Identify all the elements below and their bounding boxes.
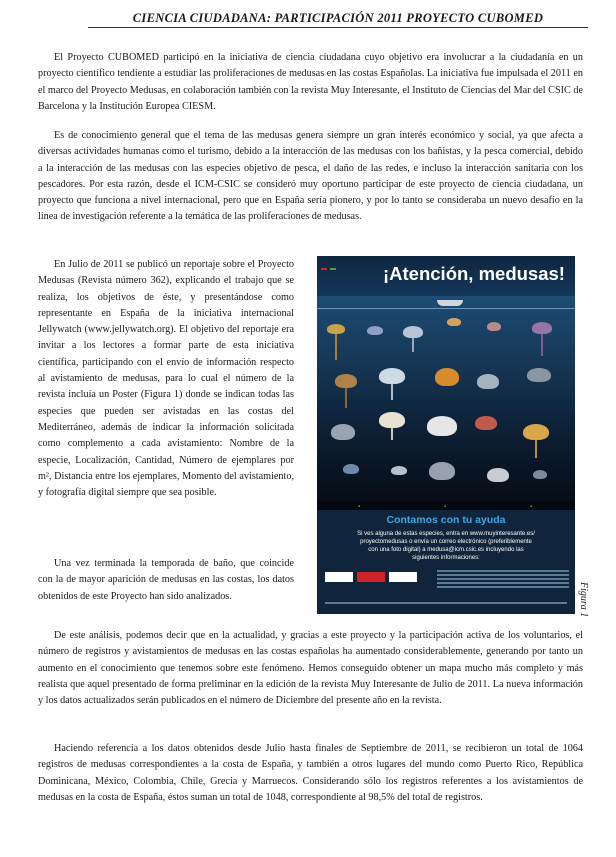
jellyfish-icon [487,322,501,331]
fine-print [437,574,569,576]
jellyfish-icon [331,424,355,440]
poster-title: ¡Atención, medusas! [383,263,565,284]
fine-print [437,570,569,572]
jellyfish-icon [367,326,383,335]
poster-legend [317,501,575,510]
water-surface [317,308,575,309]
logo-icon [357,572,385,582]
jellyfish-icon [435,368,459,386]
jellyfish-icon [523,424,549,440]
legend-dot [444,504,448,508]
poster-text-line: Si ves alguna de estas especies, entra en www.muyinteresante.es/ [357,531,535,537]
poster-tag-green [330,268,336,270]
jellyfish-icon [533,470,547,479]
jellyfish-icon [527,368,551,382]
tentacle-icon [391,384,393,400]
jellyfish-icon [475,416,497,430]
jellyfish-icon [403,326,423,338]
jellyfish-icon [532,322,552,334]
paragraph-analysis: De este análisis, podemos decir que en la actualidad, y gracias a este proyecto y la participación activa de los voluntarios, el número de registros y avistamientos de medusas en las costas españolas ha aumentado considerablemente, generando por tanto un aumento en el conocimiento que tenemos sobre este fenómeno. Hemos conseguido obtener un mapa mucho más completo y más realista que aquel presentado de forma preliminar en la edición de la revista Muy Interesante de Julio de 2011. La nueva información y los datos actualizados serán publicados en el número de Diciembre del presente año en la revista. [38,630,583,707]
poster-tag-red [321,268,327,270]
fine-print [437,578,569,580]
jellyfish-poster-image [317,256,575,614]
poster-header [317,256,575,296]
poster-text-line: siguientes informaciones: [412,555,480,561]
tentacle-icon [345,388,347,408]
boat-icon [437,300,463,306]
jellyfish-icon [379,412,405,428]
poster-text-line: con una foto digital) a medusa@icm.csic.es incluyendo las [368,547,524,553]
tentacle-icon [412,338,414,352]
poster-logos [325,572,417,582]
legend-dot [530,504,534,508]
paragraph-report: En Julio de 2011 se publicó un reportaje sobre el Proyecto Medusas (Revista número 362), explicando el trabajo que se realiza, los objetivos de éste, y presentándose como representante en España de la iniciativa internacional Jellywatch (www.jellywatch.org). El objetivo del reportaje era invitar a los lectores a formar parte de esta iniciativa científica, participando con el envío de información respecto al avistamiento de medusas, para lo cual el número de la revista incluía un Poster (Figura 1) donde se indican todas las especies que pueden ser avistadas en las costas del Mediterráneo, además de indicar la información solicitada como complemento a cada avistamiento: Nombre de la especie, Localización, Cantidad, Número de ejemplares por m², Distancia entre los ejemplares, Momento del avistamiento, y fotografía digital siempre que sea posible. [38,259,294,499]
paragraph-data: Haciendo referencia a los datos obtenidos desde Julio hasta finales de Septiembre de 2011, se recibieron un total de 1064 registros de medusas correspondientes a la costa de España, y también a otros lugares del mundo como Puerto Rico, República Dominicana, México, Colombia, Chile, Grecia y Marruecos. Considerando sólo los registros referentes a los avistamientos de medusas en la costa de España, éstos suman un total de 1048, correspondiente al 98,5% del total de registros. [38,743,583,803]
paragraph-intro: El Proyecto CUBOMED participó en la iniciativa de ciencia ciudadana cuyo objetivo era involucrar a la ciudadanía en un proyecto científico tendiente a estudiar las proliferaciones de medusas en las costas Españolas. La iniciativa fue impulsada el 2011 en el marco del Proyecto Medusas, en colaboración también con la revista Muy Interesante, el Instituto de Ciencias del Mar del CSIC de Barcelona y la Institución Europea CIESM. [38,52,583,112]
paragraph-interest: Es de conocimiento general que el tema de las medusas genera siempre un gran interés económico y social, ya que afecta a diversas actividades humanas como el turismo, debido a la interacción de las medusas con los bañistas, y la pesca comercial, debido a la interacción de las medusas con las especies objetivo de pesca, el daño de las redes, e incluso la interacción sanitaria con los pescadores. Por esta razón, desde el ICM-CSIC se consideró muy oportuno participar de este proyecto de ciencia ciudadana, un proyecto que funciona a nivel internacional, pero que en España sería pionero, y por lo tanto se consideraba un nuevo desafío en la línea de investigación referente a la temática de las proliferaciones de medusas. [38,130,583,223]
tentacle-icon [541,334,543,356]
jellyfish-icon [379,368,405,384]
poster-tagline: Contamos con tu ayuda [386,514,506,526]
jellyfish-icon [429,462,455,480]
paragraph-season: Una vez terminada la temporada de baño, que coincide con la de mayor aparición de medusas en las costas, los datos obtenidos de este Proyecto han sido analizados. [38,558,294,602]
jellyfish-icon [335,374,357,388]
poster-tags [321,268,336,270]
fine-print [437,582,569,584]
jellyfish-icon [477,374,499,389]
tentacle-icon [335,334,337,360]
figure-caption: Figura 1 [578,582,589,618]
logo-icon [389,572,417,582]
poster-sea-illustration [317,296,575,501]
page-header: CIENCIA CIUDADANA: PARTICIPACIÓN 2011 PROYECTO CUBOMED [88,9,588,28]
poster-contact-panel [317,510,575,614]
jellyfish-icon [343,464,359,474]
fine-print [325,602,567,604]
tentacle-icon [391,428,393,440]
fine-print [437,586,569,588]
jellyfish-icon [447,318,461,326]
jellyfish-icon [327,324,345,334]
poster-text-line: proyectomedusas o envía un correo electrónico (preferiblemente [360,539,532,545]
legend-dot [358,504,362,508]
logo-icon [325,572,353,582]
jellyfish-icon [427,416,457,436]
tentacle-icon [535,440,537,458]
jellyfish-icon [487,468,509,482]
jellyfish-icon [391,466,407,475]
